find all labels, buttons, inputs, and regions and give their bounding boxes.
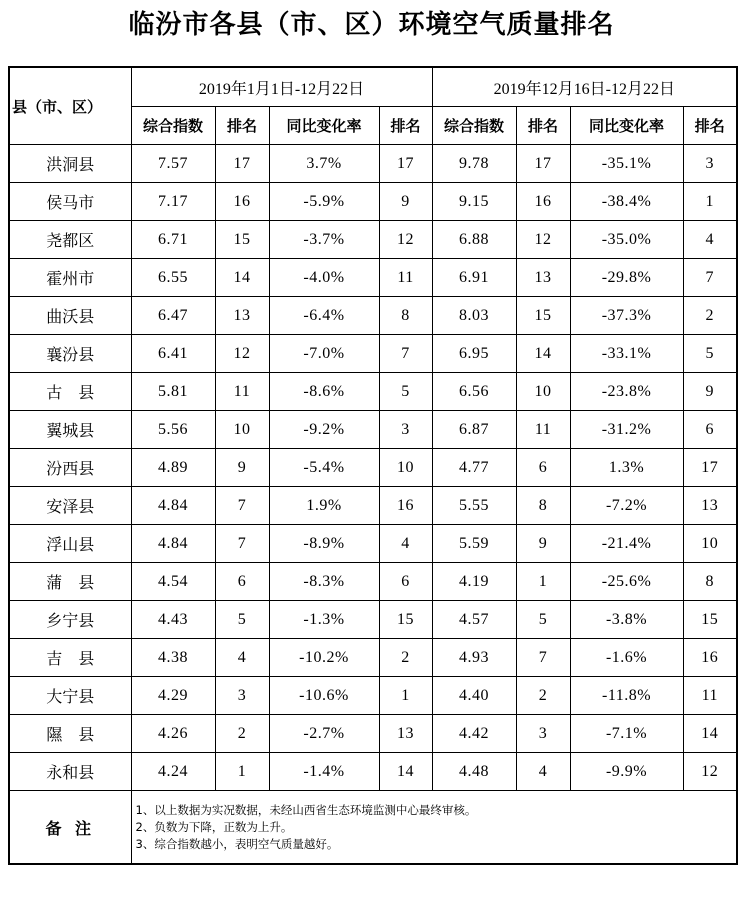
p1-change-rank-cell: 11 <box>379 259 432 297</box>
table-row <box>9 487 737 525</box>
p2-change-cell: -7.1% <box>570 715 683 753</box>
p1-index-cell: 6.71 <box>131 221 215 259</box>
p1-change-cell: -2.7% <box>269 715 379 753</box>
table-row <box>9 297 737 335</box>
table-row <box>9 449 737 487</box>
table-row <box>9 145 737 183</box>
p1-rank-cell: 6 <box>215 563 269 601</box>
p1-change-cell: -8.6% <box>269 373 379 411</box>
p1-index-cell: 5.81 <box>131 373 215 411</box>
table-row <box>9 373 737 411</box>
p2-index-cell: 9.78 <box>432 145 516 183</box>
county-name-cell: 安泽县 <box>9 487 131 525</box>
p1-change-cell: -4.0% <box>269 259 379 297</box>
remark-line-3: 3、综合指数越小，表明空气质量越好。 <box>135 836 339 851</box>
p1-change-header: 同比变化率 <box>269 107 379 145</box>
p1-index-cell: 4.89 <box>131 449 215 487</box>
p2-change-rank-cell: 14 <box>683 715 737 753</box>
p2-rank-cell: 7 <box>516 639 570 677</box>
p2-change-header: 同比变化率 <box>570 107 683 145</box>
remarks-label: 备 注 <box>9 791 131 865</box>
p2-rank-cell: 13 <box>516 259 570 297</box>
p2-change-cell: -35.0% <box>570 221 683 259</box>
table-row <box>9 259 737 297</box>
p2-change-rank-cell: 4 <box>683 221 737 259</box>
p2-change-rank-cell: 10 <box>683 525 737 563</box>
p2-change-rank-cell: 11 <box>683 677 737 715</box>
p1-change-cell: -3.7% <box>269 221 379 259</box>
p2-change-rank-cell: 17 <box>683 449 737 487</box>
p1-index-cell: 6.41 <box>131 335 215 373</box>
p1-change-rank-cell: 3 <box>379 411 432 449</box>
p1-index-cell: 6.55 <box>131 259 215 297</box>
p1-index-cell: 4.84 <box>131 525 215 563</box>
p2-index-cell: 6.91 <box>432 259 516 297</box>
p1-change-rank-cell: 14 <box>379 753 432 791</box>
remark-line-2: 2、负数为下降，正数为上升。 <box>135 819 293 834</box>
p2-change-cell: -11.8% <box>570 677 683 715</box>
ranking-table <box>8 66 738 865</box>
p1-change-cell: -1.4% <box>269 753 379 791</box>
table-row <box>9 601 737 639</box>
p2-change-cell: -31.2% <box>570 411 683 449</box>
period2-header: 2019年12月16日-12月22日 <box>432 67 737 107</box>
p2-rank-cell: 16 <box>516 183 570 221</box>
p1-index-cell: 7.57 <box>131 145 215 183</box>
p2-rank-cell: 15 <box>516 297 570 335</box>
p2-change-rank-cell: 15 <box>683 601 737 639</box>
remarks-row <box>9 791 737 865</box>
p1-change-rank-cell: 6 <box>379 563 432 601</box>
p1-rank-cell: 16 <box>215 183 269 221</box>
county-name-cell: 尧都区 <box>9 221 131 259</box>
p2-rank-cell: 14 <box>516 335 570 373</box>
p1-index-cell: 7.17 <box>131 183 215 221</box>
p1-change-cell: -8.3% <box>269 563 379 601</box>
p2-change-rank-cell: 13 <box>683 487 737 525</box>
p1-change-rank-cell: 2 <box>379 639 432 677</box>
county-name-cell: 浮山县 <box>9 525 131 563</box>
p1-change-cell: -5.9% <box>269 183 379 221</box>
p1-index-header: 综合指数 <box>131 107 215 145</box>
p2-index-cell: 4.40 <box>432 677 516 715</box>
p1-index-cell: 4.26 <box>131 715 215 753</box>
p1-change-rank-cell: 4 <box>379 525 432 563</box>
table-row <box>9 563 737 601</box>
p1-rank-cell: 15 <box>215 221 269 259</box>
p2-change-cell: -7.2% <box>570 487 683 525</box>
table-row <box>9 715 737 753</box>
p1-index-cell: 4.43 <box>131 601 215 639</box>
p1-change-rank-cell: 16 <box>379 487 432 525</box>
p2-change-cell: -25.6% <box>570 563 683 601</box>
p2-change-cell: -21.4% <box>570 525 683 563</box>
p2-change-rank-cell: 9 <box>683 373 737 411</box>
p2-rank-cell: 3 <box>516 715 570 753</box>
p1-rank-cell: 17 <box>215 145 269 183</box>
p1-index-cell: 4.29 <box>131 677 215 715</box>
p1-index-cell: 5.56 <box>131 411 215 449</box>
p2-index-cell: 4.19 <box>432 563 516 601</box>
county-name-cell: 曲沃县 <box>9 297 131 335</box>
p1-change-rank-header: 排名 <box>379 107 432 145</box>
remark-line-1: 1、以上数据为实况数据，未经山西省生态环境监测中心最终审核。 <box>135 802 477 817</box>
p1-index-cell: 4.24 <box>131 753 215 791</box>
p2-rank-header: 排名 <box>516 107 570 145</box>
p2-index-cell: 5.55 <box>432 487 516 525</box>
p2-change-rank-cell: 5 <box>683 335 737 373</box>
p1-change-rank-cell: 5 <box>379 373 432 411</box>
p1-rank-cell: 13 <box>215 297 269 335</box>
county-name-cell: 霍州市 <box>9 259 131 297</box>
p2-rank-cell: 2 <box>516 677 570 715</box>
p2-rank-cell: 17 <box>516 145 570 183</box>
p2-index-cell: 5.59 <box>432 525 516 563</box>
p2-rank-cell: 4 <box>516 753 570 791</box>
p2-rank-cell: 12 <box>516 221 570 259</box>
county-name-cell: 洪洞县 <box>9 145 131 183</box>
county-name-cell: 翼城县 <box>9 411 131 449</box>
p2-index-cell: 4.48 <box>432 753 516 791</box>
p1-change-cell: -5.4% <box>269 449 379 487</box>
p1-change-rank-cell: 13 <box>379 715 432 753</box>
p1-change-cell: -10.2% <box>269 639 379 677</box>
p1-change-rank-cell: 15 <box>379 601 432 639</box>
p2-rank-cell: 8 <box>516 487 570 525</box>
p2-change-cell: -37.3% <box>570 297 683 335</box>
p2-index-cell: 8.03 <box>432 297 516 335</box>
p2-index-cell: 4.77 <box>432 449 516 487</box>
p2-change-rank-cell: 12 <box>683 753 737 791</box>
remarks-body <box>131 791 737 865</box>
county-name-cell: 汾西县 <box>9 449 131 487</box>
county-name-cell: 蒲 县 <box>9 563 131 601</box>
p1-rank-cell: 10 <box>215 411 269 449</box>
p2-index-cell: 4.57 <box>432 601 516 639</box>
p2-index-cell: 4.42 <box>432 715 516 753</box>
p1-rank-cell: 9 <box>215 449 269 487</box>
p1-change-rank-cell: 12 <box>379 221 432 259</box>
page-title: 临汾市各县（市、区）环境空气质量排名 <box>128 10 615 40</box>
p2-change-cell: -3.8% <box>570 601 683 639</box>
p1-index-cell: 6.47 <box>131 297 215 335</box>
p1-change-cell: -8.9% <box>269 525 379 563</box>
table-row <box>9 335 737 373</box>
county-name-cell: 吉 县 <box>9 639 131 677</box>
p2-change-cell: -33.1% <box>570 335 683 373</box>
p2-change-rank-cell: 2 <box>683 297 737 335</box>
table-row <box>9 411 737 449</box>
p1-rank-header: 排名 <box>215 107 269 145</box>
county-name-cell: 大宁县 <box>9 677 131 715</box>
p2-rank-cell: 9 <box>516 525 570 563</box>
p1-change-rank-cell: 9 <box>379 183 432 221</box>
p1-rank-cell: 11 <box>215 373 269 411</box>
p2-index-cell: 6.95 <box>432 335 516 373</box>
p2-change-rank-cell: 7 <box>683 259 737 297</box>
p1-change-rank-cell: 7 <box>379 335 432 373</box>
county-name-cell: 隰 县 <box>9 715 131 753</box>
p1-index-cell: 4.84 <box>131 487 215 525</box>
p1-change-rank-cell: 10 <box>379 449 432 487</box>
p1-rank-cell: 7 <box>215 525 269 563</box>
county-name-cell: 侯马市 <box>9 183 131 221</box>
p1-rank-cell: 3 <box>215 677 269 715</box>
p2-rank-cell: 11 <box>516 411 570 449</box>
period1-header: 2019年1月1日-12月22日 <box>131 67 432 107</box>
p1-change-rank-cell: 1 <box>379 677 432 715</box>
region-column-header: 县（市、区） <box>9 67 131 145</box>
p2-change-cell: -35.1% <box>570 145 683 183</box>
p2-change-rank-cell: 8 <box>683 563 737 601</box>
p1-change-cell: -10.6% <box>269 677 379 715</box>
p2-index-cell: 6.87 <box>432 411 516 449</box>
p1-rank-cell: 7 <box>215 487 269 525</box>
p2-index-cell: 6.56 <box>432 373 516 411</box>
p2-change-rank-cell: 3 <box>683 145 737 183</box>
p2-change-cell: -38.4% <box>570 183 683 221</box>
p2-rank-cell: 10 <box>516 373 570 411</box>
p2-change-cell: -23.8% <box>570 373 683 411</box>
p1-rank-cell: 2 <box>215 715 269 753</box>
p1-rank-cell: 4 <box>215 639 269 677</box>
p1-rank-cell: 1 <box>215 753 269 791</box>
p1-rank-cell: 5 <box>215 601 269 639</box>
table-row <box>9 183 737 221</box>
p1-change-cell: -7.0% <box>269 335 379 373</box>
p2-index-cell: 6.88 <box>432 221 516 259</box>
p1-change-cell: -9.2% <box>269 411 379 449</box>
p1-change-cell: 3.7% <box>269 145 379 183</box>
p2-change-rank-cell: 16 <box>683 639 737 677</box>
p2-change-cell: -1.6% <box>570 639 683 677</box>
p2-index-cell: 9.15 <box>432 183 516 221</box>
county-name-cell: 乡宁县 <box>9 601 131 639</box>
table-row <box>9 221 737 259</box>
table-row <box>9 525 737 563</box>
p1-change-cell: -6.4% <box>269 297 379 335</box>
table-row <box>9 677 737 715</box>
p2-change-cell: 1.3% <box>570 449 683 487</box>
p2-rank-cell: 6 <box>516 449 570 487</box>
p2-rank-cell: 1 <box>516 563 570 601</box>
p1-change-rank-cell: 17 <box>379 145 432 183</box>
p1-rank-cell: 12 <box>215 335 269 373</box>
county-name-cell: 襄汾县 <box>9 335 131 373</box>
county-name-cell: 永和县 <box>9 753 131 791</box>
p2-change-cell: -29.8% <box>570 259 683 297</box>
period-header-row <box>9 67 737 107</box>
p1-index-cell: 4.54 <box>131 563 215 601</box>
p2-rank-cell: 5 <box>516 601 570 639</box>
p2-change-rank-cell: 1 <box>683 183 737 221</box>
p2-change-rank-header: 排名 <box>683 107 737 145</box>
county-name-cell: 古 县 <box>9 373 131 411</box>
p2-index-header: 综合指数 <box>432 107 516 145</box>
p1-change-rank-cell: 8 <box>379 297 432 335</box>
p2-change-cell: -9.9% <box>570 753 683 791</box>
p2-change-rank-cell: 6 <box>683 411 737 449</box>
p1-change-cell: 1.9% <box>269 487 379 525</box>
p1-index-cell: 4.38 <box>131 639 215 677</box>
table-row <box>9 639 737 677</box>
p1-change-cell: -1.3% <box>269 601 379 639</box>
table-row <box>9 753 737 791</box>
p1-rank-cell: 14 <box>215 259 269 297</box>
p2-index-cell: 4.93 <box>432 639 516 677</box>
